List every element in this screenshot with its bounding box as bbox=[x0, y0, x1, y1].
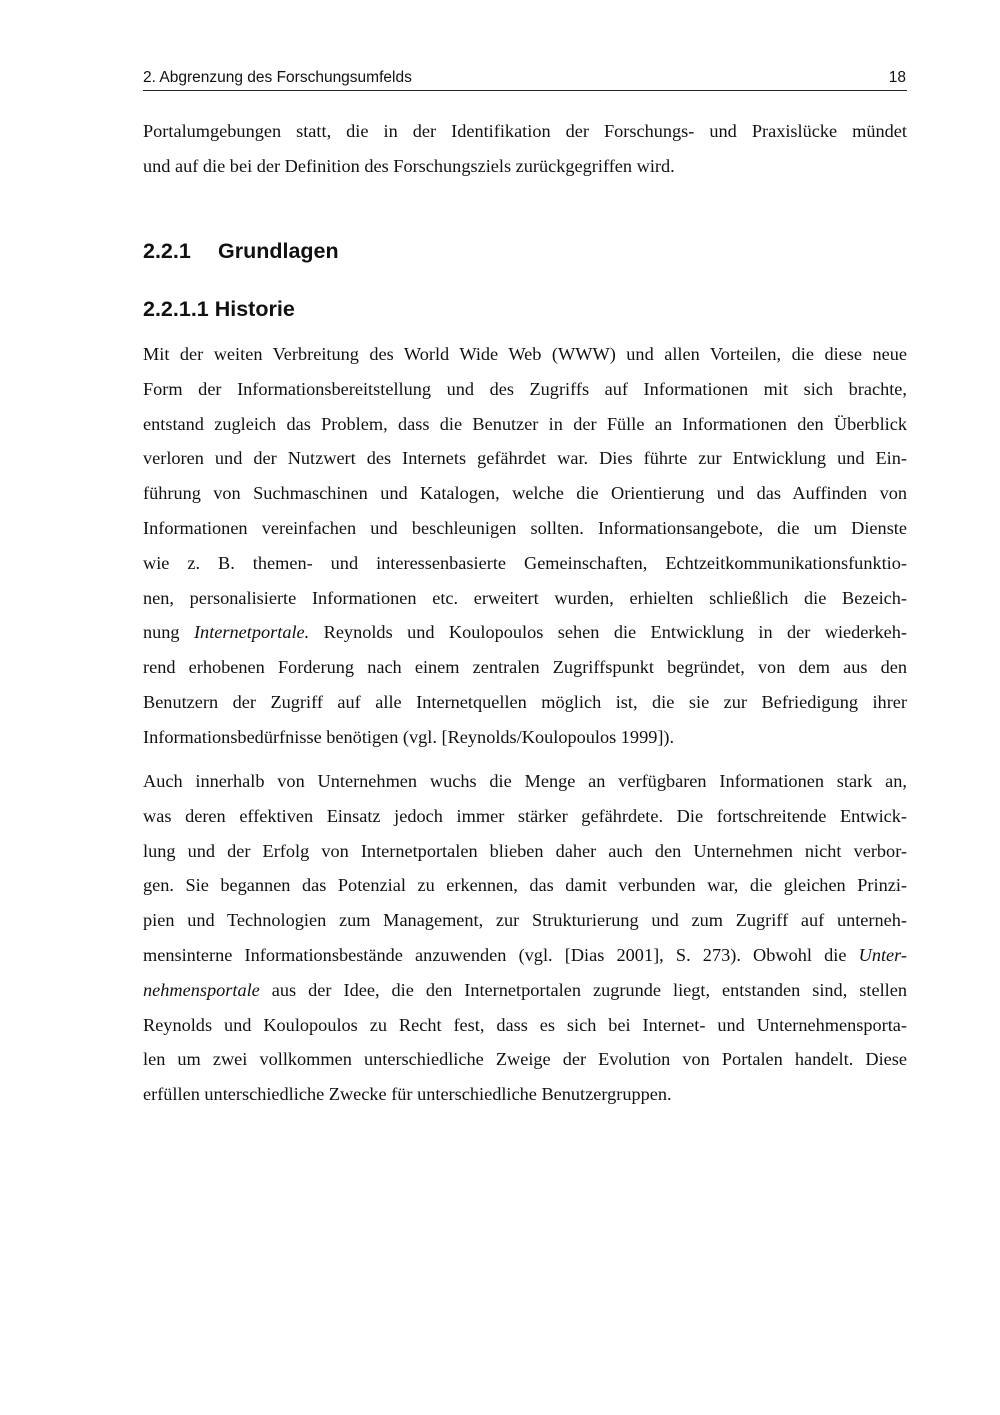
paragraph-line: Auch innerhalb von Unternehmen wuchs die Menge an verfügbaren Informationen stark an, bbox=[143, 771, 907, 791]
paragraph-line: Portalumgebungen statt, die in der Identifikation der Forschungs- und Praxislücke mündet bbox=[143, 121, 907, 141]
paragraph-line: wie z. B. themen- und interessenbasierte Gemeinschaften, Echtzeitkommunikationsfunktio- bbox=[143, 552, 907, 573]
paragraph-line: Informationsbedürfnisse benötigen (vgl. [Reynolds/Koulopoulos 1999]). bbox=[143, 726, 675, 747]
paragraph-line: verloren und der Nutzwert des Internets gefährdet war. Dies führte zur Entwicklung und Ein- bbox=[143, 448, 907, 469]
paragraph-line: Benutzern der Zugriff auf alle Internetquellen möglich ist, die sie zur Befriedigung ihrer bbox=[143, 691, 907, 712]
italic-term-unternehmensportale-part2: nehmensportale bbox=[143, 979, 260, 1000]
section-heading bbox=[143, 236, 339, 266]
paragraph-line: len um zwei vollkommen unterschiedliche Zweige der Evolution von Portalen handelt. Diese bbox=[143, 1049, 907, 1070]
paragraph-line: was deren effektiven Einsatz jedoch immer stärker gefährdete. Die fortschreitende Entwick- bbox=[143, 805, 907, 826]
paragraph-line: lung und der Erfolg von Internetportalen blieben daher auch den Unternehmen nicht verbor- bbox=[143, 840, 907, 861]
line-text: mensinterne Informationsbestände anzuwenden (vgl. [Dias 2001], S. 273). Obwohl die bbox=[143, 944, 847, 965]
paragraph-line: nen, personalisierte Informationen etc. erweitert wurden, erhielten schließlich die Bezeich- bbox=[143, 587, 907, 608]
paragraph-line: rend erhobenen Forderung nach einem zentralen Zugriffspunkt begründet, von dem aus den bbox=[143, 657, 907, 678]
line-rest: Reynolds und Koulopoulos sehen die Entwicklung in der wiederkeh- bbox=[323, 622, 907, 643]
chapter-title: 2. Abgrenzung des Forschungsumfelds bbox=[143, 69, 412, 86]
paragraph-historie-2 bbox=[143, 764, 907, 1112]
paragraph-line: Mit der weiten Verbreitung des World Wide Web (WWW) und allen Vorteilen, die diese neue bbox=[143, 344, 907, 364]
paragraph-line: Reynolds und Koulopoulos zu Recht fest, dass es sich bei Internet- und Unternehmensporta- bbox=[143, 1014, 907, 1035]
paragraph-line: erfüllen unterschiedliche Zwecke für unterschiedliche Benutzergruppen. bbox=[143, 1084, 672, 1105]
italic-term-internetportale: Internetportale. bbox=[193, 622, 310, 643]
line-prefix: nung bbox=[143, 622, 180, 643]
line-text: aus der Idee, die den Internetportalen zugrunde liegt, entstanden sind, stellen bbox=[271, 979, 907, 1000]
intro-paragraph bbox=[143, 114, 907, 184]
paragraph-line: und auf die bei der Definition des Forschungsziels zurückgegriffen wird. bbox=[143, 155, 675, 176]
section-title: Grundlagen bbox=[218, 239, 339, 263]
paragraph-line: pien und Technologien zum Management, zur Strukturierung und zum Zugriff auf unterneh- bbox=[143, 910, 907, 931]
paragraph-line-with-term bbox=[143, 615, 907, 650]
section-number: 2.2.1 bbox=[143, 239, 191, 263]
running-header bbox=[143, 68, 907, 91]
paragraph-line: gen. Sie begannen das Potenzial zu erkennen, das damit verbunden war, die gleichen Prinzi- bbox=[143, 875, 907, 896]
paragraph-line-with-term bbox=[143, 938, 907, 973]
page-number: 18 bbox=[888, 69, 906, 86]
paragraph-line: Form der Informationsbereitstellung und des Zugriffs auf Informationen mit sich brachte, bbox=[143, 378, 907, 399]
subsection-heading: 2.2.1.1 Historie bbox=[143, 297, 295, 321]
italic-term-unternehmensportale-part1: Unter- bbox=[858, 944, 907, 965]
paragraph-line: entstand zugleich das Problem, dass die Benutzer in der Fülle an Informationen den Überblick bbox=[143, 413, 907, 434]
paragraph-historie-1 bbox=[143, 337, 907, 755]
paragraph-line-with-term bbox=[143, 973, 907, 1008]
paragraph-line: Informationen vereinfachen und beschleunigen sollten. Informationsangebote, die um Dienste bbox=[143, 517, 907, 538]
paragraph-line: führung von Suchmaschinen und Katalogen, welche die Orientierung und das Auffinden von bbox=[143, 483, 907, 504]
